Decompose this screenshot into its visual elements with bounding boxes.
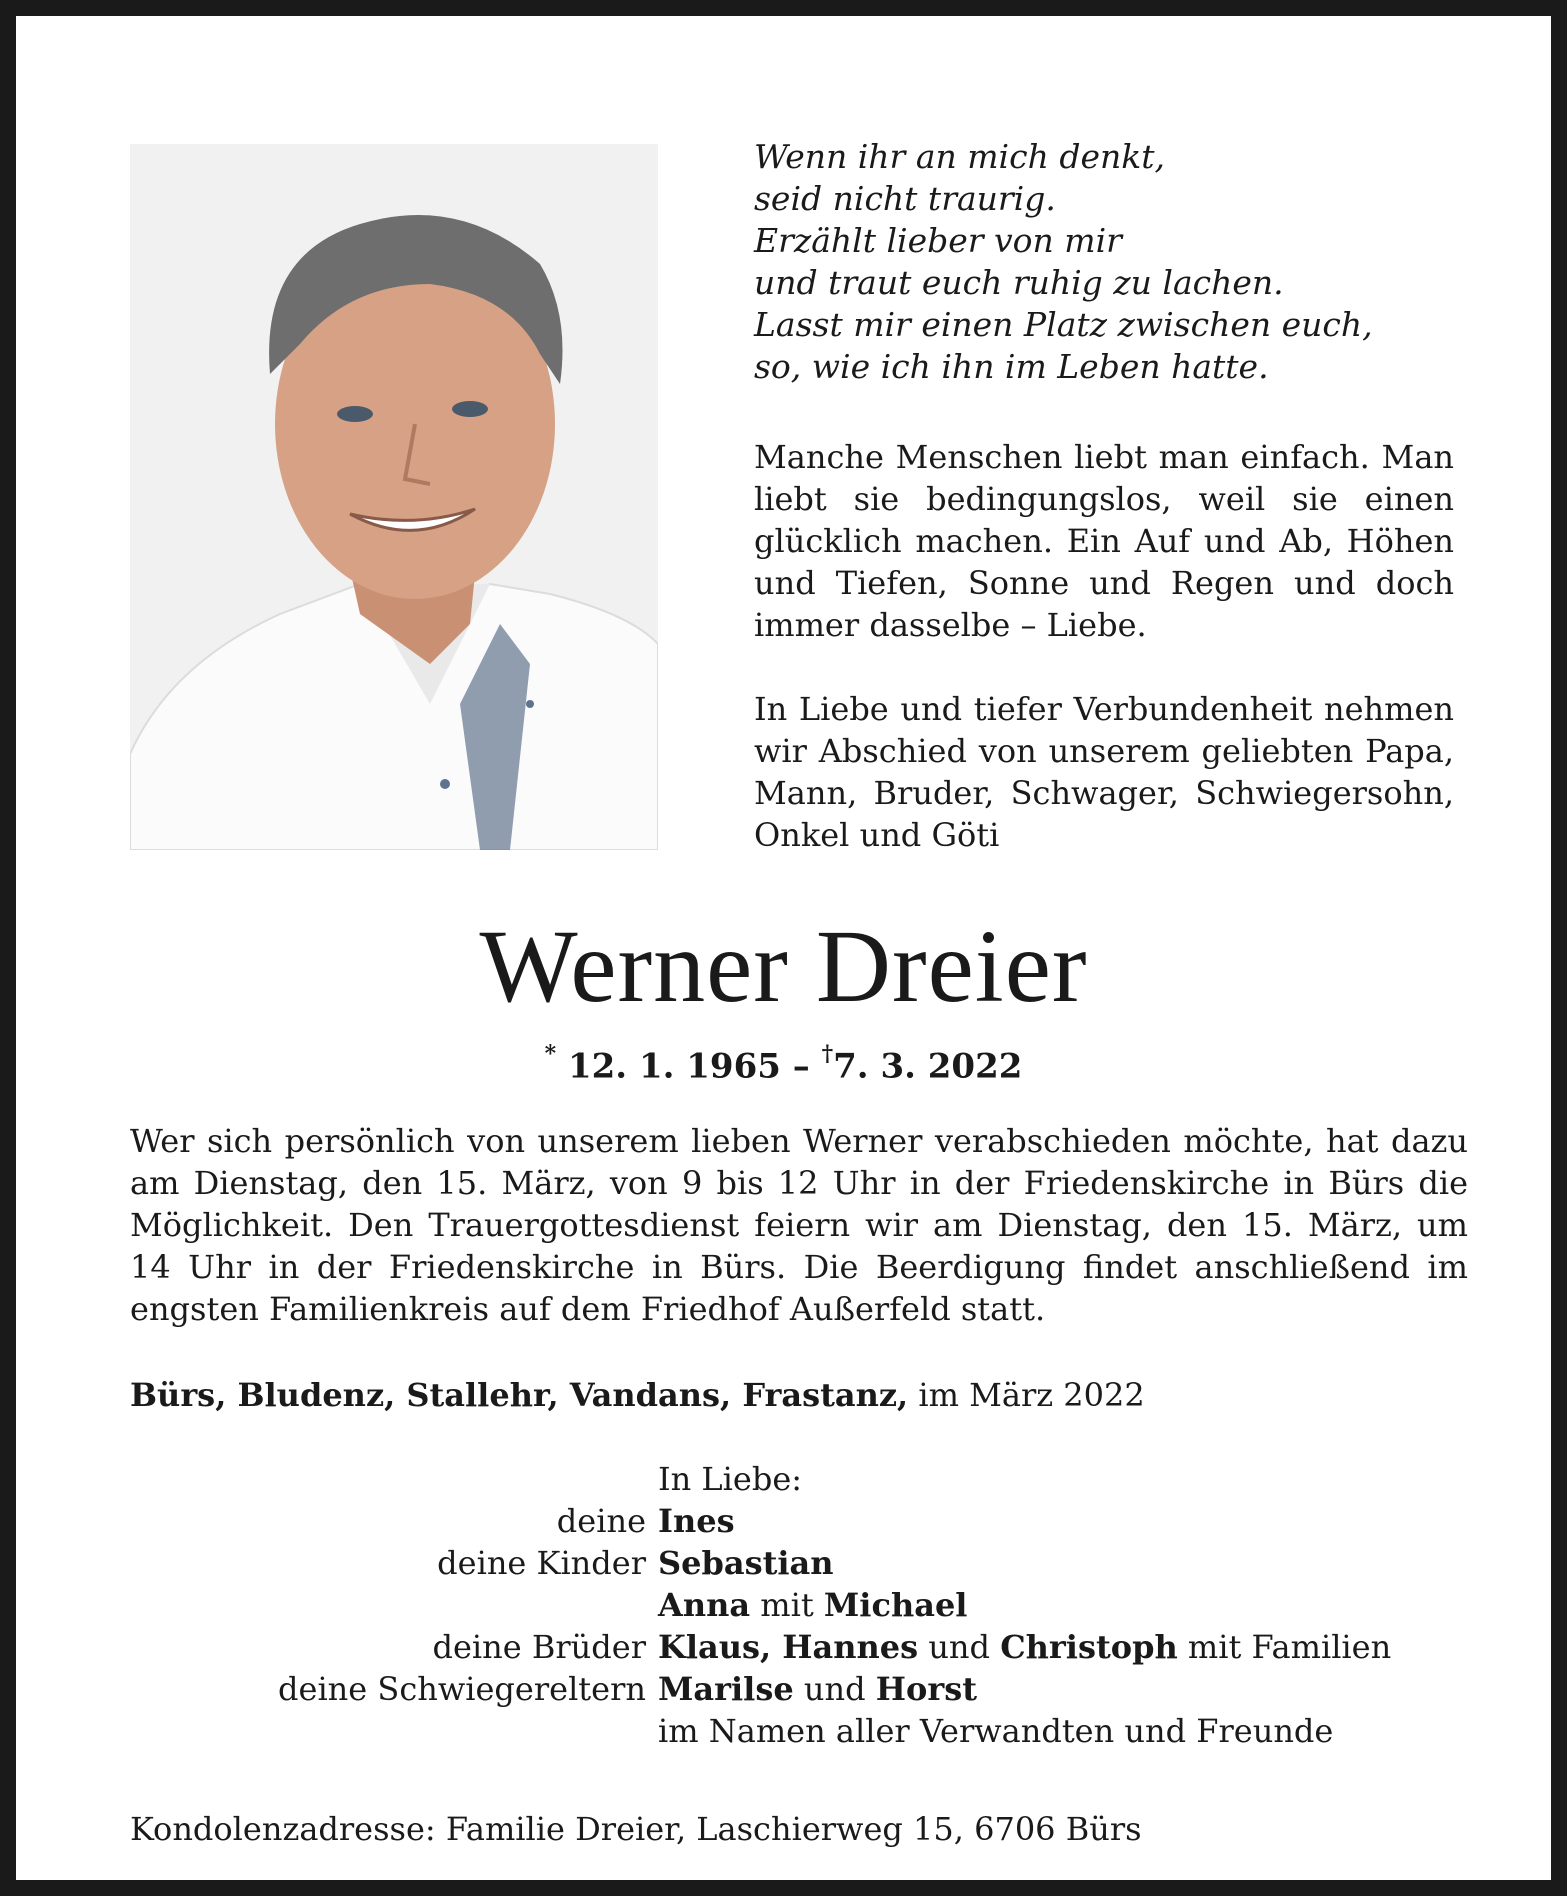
portrait-illustration (130, 144, 658, 850)
family-row (130, 1668, 1468, 1710)
family-member-name: Anna (658, 1586, 751, 1624)
places-bold: Bürs, Bludenz, Stallehr, Vandans, Frastanz, (130, 1376, 909, 1414)
death-symbol: † (821, 1041, 834, 1067)
family-member-name: Klaus, Hannes (658, 1628, 919, 1666)
deceased-name: Werner Dreier (479, 909, 1088, 1024)
birth-symbol: * (544, 1041, 557, 1067)
family-row (130, 1542, 1468, 1584)
funeral-info: Wer sich persönlich von unserem lieben Werner verabschieden möchte, hat dazu am Dienstag, den 15. März, von 9 bis 12 Uhr in der Friedenskirche in Bürs die Möglichkeit. Den Trauergottesdienst feiern wir am Dienstag, den 15. März, um 14 Uhr in der Friedenskirche in Bürs. Die Beerdigung findet anschließend im engsten Familienkreis auf dem Friedhof Außerfeld statt. (130, 1122, 1468, 1328)
death-date: 7. 3. 2022 (833, 1046, 1023, 1087)
poem-line: und traut euch ruhig zu lachen. (754, 263, 1284, 302)
family-row (130, 1500, 1468, 1542)
family-relation (130, 1710, 658, 1752)
portrait-photo (130, 144, 658, 850)
paragraph-love: Manche Menschen liebt man einfach. Man liebt sie bedingungslos, weil sie einen glücklich machen. Ein Auf und Ab, Höhen und Tiefen, Sonne und Regen und doch immer dasselbe – Liebe. (754, 438, 1454, 644)
family-member-name: Sebastian (658, 1544, 834, 1582)
family-connector: und (793, 1670, 876, 1708)
condolence-address: Kondolenzadresse: Familie Dreier, Laschierweg 15, 6706 Bürs (130, 1810, 1142, 1848)
poem-line: Erzählt lieber von mir (754, 221, 1122, 260)
family-connector: im Namen aller Verwandten und Freunde (658, 1712, 1334, 1750)
family-row (130, 1584, 1468, 1626)
poem-line: so, wie ich ihn im Leben hatte. (754, 347, 1269, 386)
family-relation (130, 1584, 658, 1626)
family-relation: deine Schwiegereltern (278, 1670, 646, 1708)
family-member-name: Horst (875, 1670, 977, 1708)
family-row (130, 1710, 1468, 1752)
family-row (130, 1626, 1468, 1668)
places-line (130, 1374, 1468, 1416)
poem (754, 136, 1474, 388)
places-date: im März 2022 (908, 1376, 1145, 1414)
family-relation: deine Brüder (432, 1628, 646, 1666)
family-relation: deine Kinder (437, 1544, 646, 1582)
birth-date: 12. 1. 1965 (567, 1046, 781, 1087)
family-connector: mit (750, 1586, 824, 1624)
family-intro: In Liebe: (658, 1460, 803, 1498)
life-dates (16, 1036, 1551, 1088)
family-connector: und (918, 1628, 1001, 1666)
poem-line: Wenn ihr an mich denkt, (754, 137, 1165, 176)
family-members (658, 1668, 977, 1710)
family-member-name: Ines (658, 1502, 735, 1540)
family-member-name: Michael (823, 1586, 968, 1624)
family-members (658, 1710, 1333, 1752)
family-members (658, 1500, 735, 1542)
paragraph-farewell: In Liebe und tiefer Verbundenheit nehmen wir Abschied von unserem geliebten Papa, Mann, Bruder, Schwager, Schwiegersohn, Onkel und Göti (754, 690, 1454, 854)
date-separator: – (780, 1046, 822, 1087)
family-rows (130, 1500, 1468, 1752)
family-members (658, 1584, 967, 1626)
family-connector: mit Familien (1177, 1628, 1392, 1666)
poem-line: Lasst mir einen Platz zwischen euch, (754, 305, 1373, 344)
family-members (658, 1542, 834, 1584)
family-members (658, 1626, 1391, 1668)
family-member-name: Christoph (1000, 1628, 1178, 1666)
family-relation: deine (556, 1502, 646, 1540)
poem-line: seid nicht traurig. (754, 179, 1056, 218)
family-intro-row (130, 1458, 1468, 1500)
family-member-name: Marilse (658, 1670, 794, 1708)
family-list (130, 1458, 1468, 1752)
